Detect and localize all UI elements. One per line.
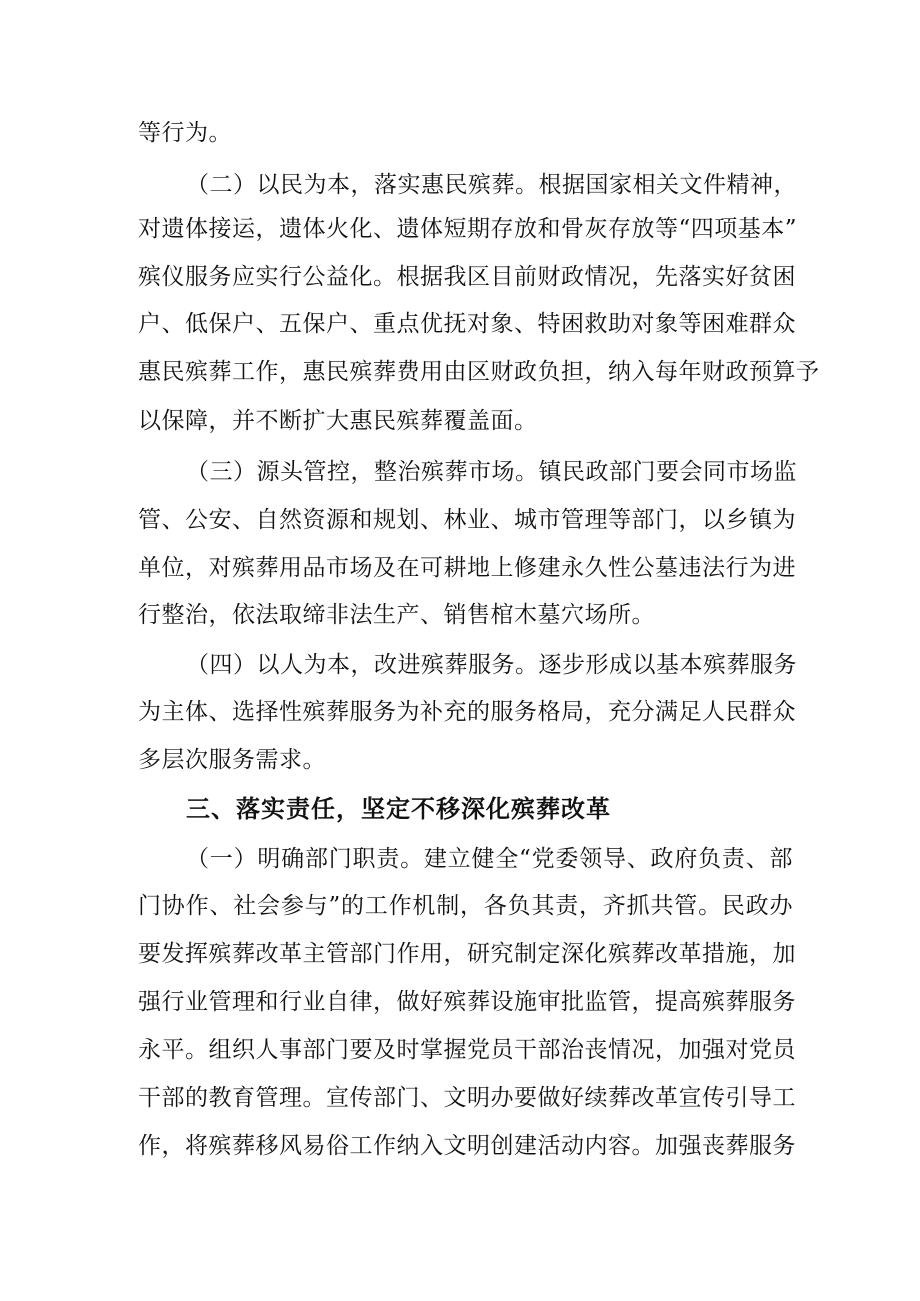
text-line: 干部的教育管理。宣传部门、文明办要做好续葬改革宣传引导工 (138, 1085, 796, 1111)
text-line: 管、公安、自然资源和规划、林业、城市管理等部门，以乡镇为 (138, 507, 796, 533)
text-line: 等行为。 (138, 120, 232, 146)
text-line: 对遗体接运，遗体火化、遗体短期存放和骨灰存放等“四项基本” (138, 216, 798, 242)
text-line: 强行业管理和行业自律，做好殡葬设施审批监管，提高殡葬服务 (138, 989, 796, 1015)
section-heading: 三、落实责任，坚定不移深化殡葬改革 (186, 795, 611, 823)
text-line: 惠民殡葬工作，惠民殡葬费用由区财政负担，纳入每年财政预算予 (138, 359, 820, 385)
text-line: 殡仪服务应实行公益化。根据我区目前财政情况，先落实好贫困 (138, 264, 796, 290)
text-line: 作，将殡葬移风易俗工作纳入文明创建活动内容。加强丧葬服务 (138, 1133, 796, 1159)
text-line: 要发挥殡葬改革主管部门作用，研究制定深化殡葬改革措施，加 (138, 941, 796, 967)
text-line: 门协作、社会参与”的工作机制，各负其责，齐抓共管。民政办 (138, 893, 793, 919)
text-line: 单位，对殡葬用品市场及在可耕地上修建永久性公墓违法行为进 (138, 555, 796, 581)
text-line: （一）明确部门职责。建立健全“党委领导、政府负责、部 (186, 846, 793, 872)
text-line: （二）以民为本，落实惠民殡葬。根据国家相关文件精神， (186, 172, 797, 198)
text-line: （四）以人为本，改进殡葬服务。逐步形成以基本殡葬服务 (186, 652, 797, 678)
text-line: 为主体、选择性殡葬服务为补充的服务格局，充分满足人民群众 (138, 699, 796, 725)
text-line: 以保障，并不断扩大惠民殡葬覆盖面。 (138, 408, 538, 434)
text-line: 多层次服务需求。 (138, 747, 326, 773)
text-line: 永平。组织人事部门要及时掌握党员干部治丧情况，加强对党员 (138, 1037, 796, 1063)
text-line: 户、低保户、五保户、重点优抚对象、特困救助对象等困难群众 (138, 311, 796, 337)
text-line: 行整治，依法取缔非法生产、销售棺木墓穴场所。 (138, 602, 655, 628)
text-line: （三）源头管控，整治殡葬市场。镇民政部门要会同市场监 (186, 459, 797, 485)
